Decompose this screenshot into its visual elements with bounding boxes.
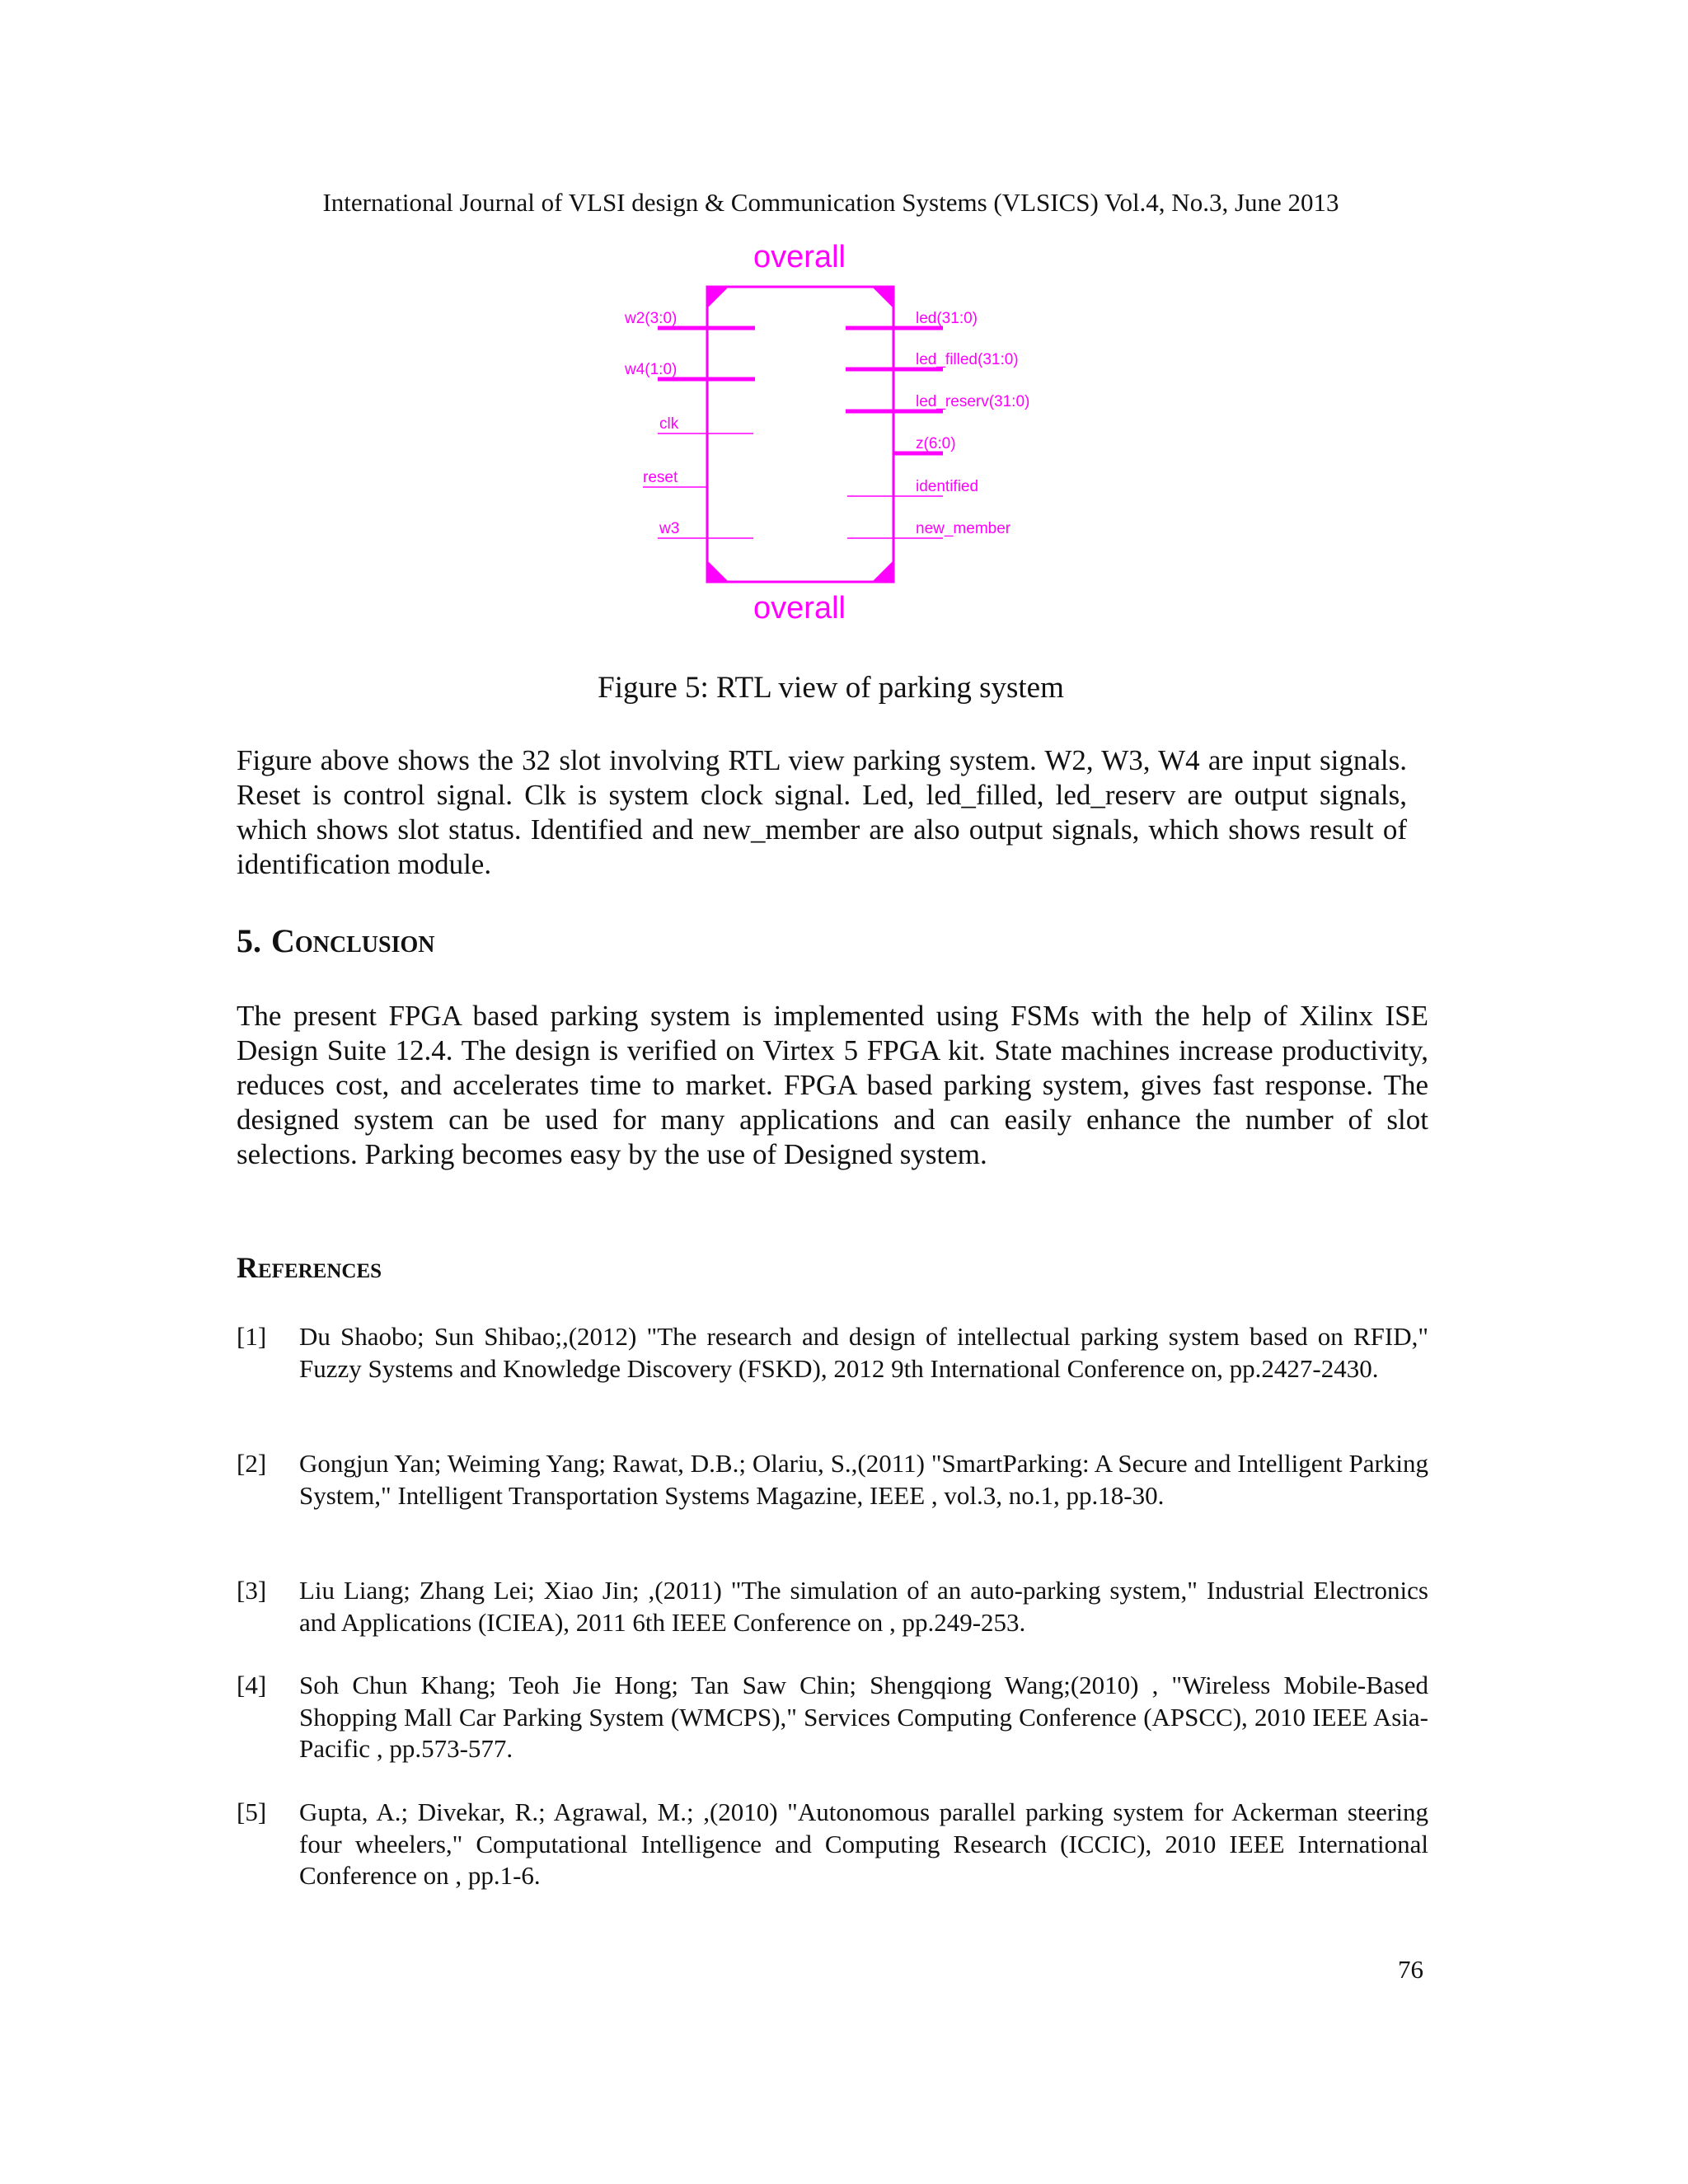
port-label-led: led(31:0) xyxy=(916,310,978,327)
rtl-schematic-figure xyxy=(577,231,1137,635)
page-number: 76 xyxy=(1398,1955,1423,1984)
reference-number: [4] xyxy=(237,1671,267,1699)
port-label-identified: identified xyxy=(916,478,979,495)
figure-caption: Figure 5: RTL view of parking system xyxy=(598,671,1064,705)
references-heading: References xyxy=(237,1251,382,1284)
corner-mark xyxy=(707,287,729,308)
port-label-clk: clk xyxy=(659,415,679,433)
port-label-z: z(6:0) xyxy=(916,435,956,452)
reference-number: [2] xyxy=(237,1449,267,1478)
reference-item xyxy=(237,1448,1428,1511)
reference-item xyxy=(237,1670,1428,1765)
conclusion-paragraph: The present FPGA based parking system is implemented using FSMs with the help of Xilinx ISE Design Suite 12.4. The design is verified on Virtex 5 FPGA kit. State machines increase productivity, reduces cost, and accelerates time to market. FPGA based parking system, gives fast response. The designed system can be used for many applications and can easily enhance the number of slot selections. Parking becomes easy by the use of Designed system. xyxy=(237,1000,1428,1170)
block-title-top: overall xyxy=(753,240,846,274)
section-heading xyxy=(237,921,434,962)
port-label-reset: reset xyxy=(643,469,678,486)
port-label-w4: w4(1:0) xyxy=(625,361,678,378)
reference-item xyxy=(237,1575,1428,1638)
reference-text: Gongjun Yan; Weiming Yang; Rawat, D.B.; Olariu, S.,(2011) "SmartParking: A Secure and Intelligent Parking System," Intelligent Transportation Systems Magazine, IEEE , vol.3, no.1, pp.18-30. xyxy=(299,1449,1428,1510)
corner-mark xyxy=(707,560,729,582)
body-paragraph: Figure above shows the 32 slot involving RTL view parking system. W2, W3, W4 are input signals. Reset is control signal. Clk is system clock signal. Led, led_filled, led_reserv are output signals, which shows slot status. Identified and new_member are also output signals, which shows result of identification module. xyxy=(237,744,1407,880)
reference-item xyxy=(237,1797,1428,1892)
reference-number: [1] xyxy=(237,1322,267,1351)
corner-mark xyxy=(872,560,893,582)
reference-item xyxy=(237,1321,1428,1385)
port-label-led-reserv: led_reserv(31:0) xyxy=(916,393,1030,410)
port-label-w3: w3 xyxy=(659,520,680,537)
reference-text: Gupta, A.; Divekar, R.; Agrawal, M.; ,(2010) "Autonomous parallel parking system for Ackerman steering four wheelers," Computational Intelligence and Computing Research (ICCIC), 2010 IEEE International Conference on , pp.1-6. xyxy=(299,1797,1428,1890)
reference-text: Liu Liang; Zhang Lei; Xiao Jin; ,(2011) "The simulation of an auto-parking system," Industrial Electronics and Applications (ICIEA), 2011 6th IEEE Conference on , pp.249-253. xyxy=(299,1576,1428,1637)
running-header: International Journal of VLSI design & Communication Systems (VLSICS) Vol.4, No.3, June 2013 xyxy=(322,188,1339,217)
rtl-schematic xyxy=(577,231,1137,635)
block-title-bottom: overall xyxy=(753,591,846,626)
reference-number: [3] xyxy=(237,1576,267,1605)
port-label-led-filled: led_filled(31:0) xyxy=(916,351,1019,368)
reference-text: Soh Chun Khang; Teoh Jie Hong; Tan Saw Chin; Shengqiong Wang;(2010) , "Wireless Mobile-Based Shopping Mall Car Parking System (WMCPS)," Services Computing Conference (APSCC), 2010 IEEE Asia-Pacific , pp.573-577. xyxy=(299,1671,1428,1763)
port-label-new-member: new_member xyxy=(916,520,1011,537)
reference-number: [5] xyxy=(237,1797,267,1826)
corner-mark xyxy=(872,287,893,308)
reference-text: Du Shaobo; Sun Shibao;,(2012) "The research and design of intellectual parking system based on RFID," Fuzzy Systems and Knowledge Discovery (FSKD), 2012 9th International Conference on, pp.2427-2430. xyxy=(299,1322,1428,1383)
port-label-w2: w2(3:0) xyxy=(625,310,678,327)
section-title: Conclusion xyxy=(271,922,435,959)
section-number: 5. xyxy=(237,922,261,959)
